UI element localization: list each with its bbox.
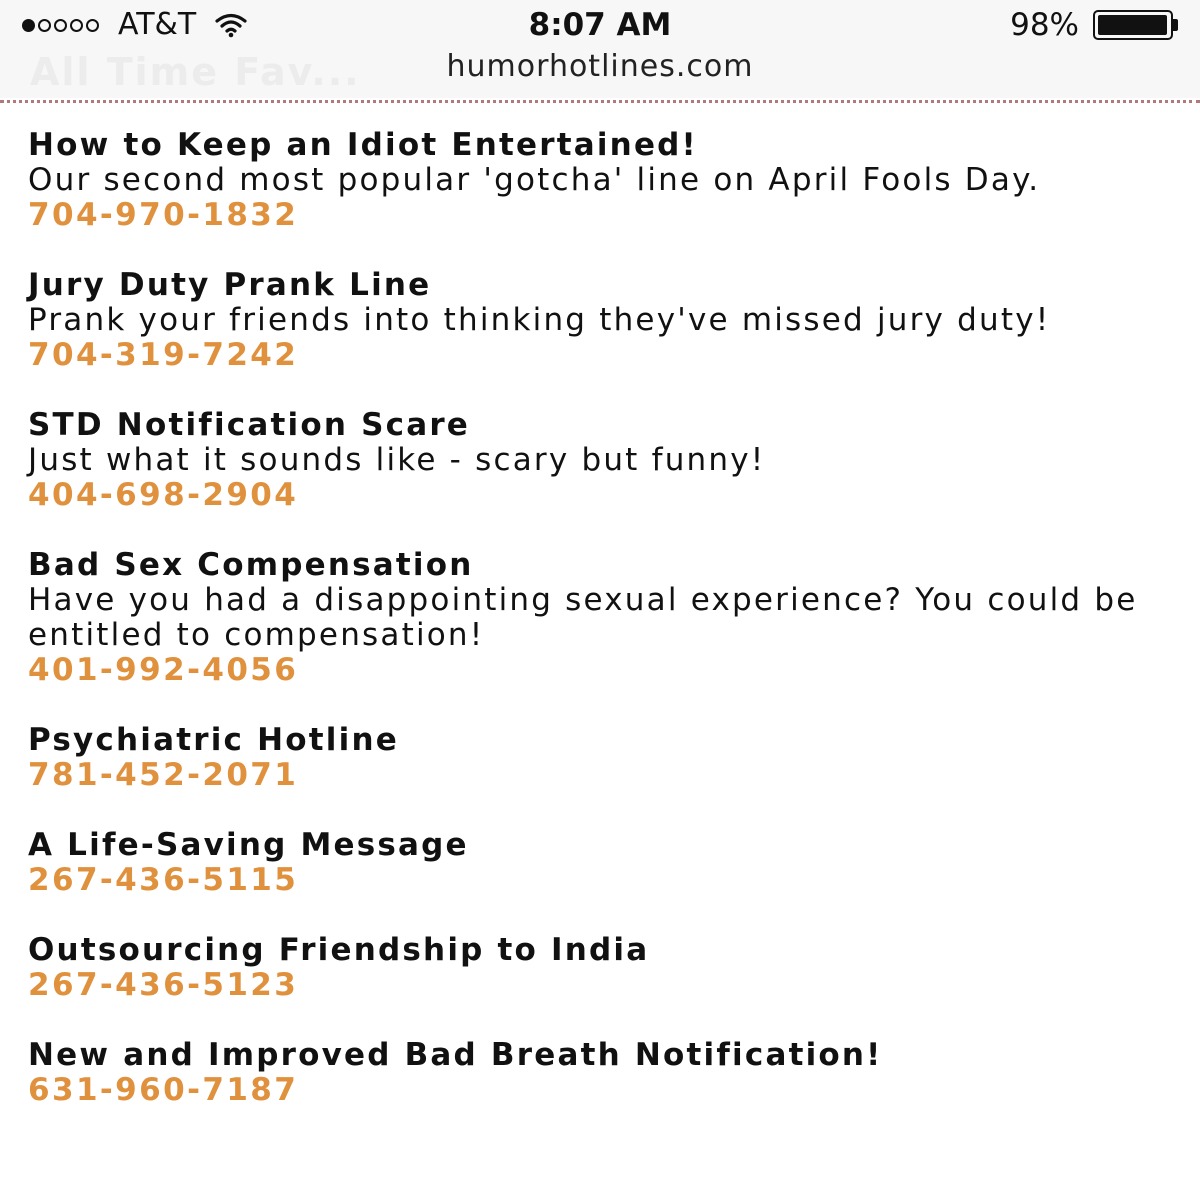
hotline-phone-link[interactable]: 267-436-5123 <box>28 967 299 1003</box>
battery-body <box>1093 10 1173 40</box>
hotline-description: Have you had a disappointing sexual experience? You could be entitled to compensation! <box>28 582 1138 653</box>
hotline-title: Outsourcing Friendship to India <box>28 932 650 968</box>
hotline-entry <box>28 828 1178 898</box>
hotline-title: How to Keep an Idiot Entertained! <box>28 127 698 163</box>
dotted-divider <box>0 100 1200 103</box>
hotline-phone-link[interactable]: 631-960-7187 <box>28 1072 299 1108</box>
hotline-entry <box>28 128 1178 233</box>
hotline-title: A Life-Saving Message <box>28 827 469 863</box>
hotline-description: Our second most popular 'gotcha' line on April Fools Day. <box>28 162 1041 198</box>
status-time: 8:07 AM <box>528 7 672 43</box>
hotline-entry <box>28 408 1178 513</box>
faded-page-heading: All Time Fav... <box>30 50 361 94</box>
hotline-description: Just what it sounds like - scary but funny! <box>28 442 766 478</box>
hotline-entry <box>28 268 1178 373</box>
hotline-title: STD Notification Scare <box>28 407 471 443</box>
battery-percent: 98% <box>1010 7 1079 43</box>
hotline-phone-link[interactable]: 404-698-2904 <box>28 477 299 513</box>
hotline-phone-link[interactable]: 704-319-7242 <box>28 337 299 373</box>
hotline-title: Jury Duty Prank Line <box>28 267 432 303</box>
status-bar <box>0 0 1200 50</box>
hotline-title: New and Improved Bad Breath Notification! <box>28 1037 883 1073</box>
hotline-phone-link[interactable]: 401-992-4056 <box>28 652 299 688</box>
hotline-phone-link[interactable]: 267-436-5115 <box>28 862 299 898</box>
hotline-phone-link[interactable]: 781-452-2071 <box>28 757 299 793</box>
status-right <box>1010 6 1178 44</box>
browser-address-bar[interactable] <box>0 50 1200 98</box>
battery-fill <box>1098 15 1167 35</box>
carrier-name: AT&T <box>118 7 197 42</box>
hotline-phone-link[interactable]: 704-970-1832 <box>28 197 299 233</box>
hotline-list <box>28 128 1178 1143</box>
battery-tip <box>1173 19 1178 31</box>
hotline-entry <box>28 933 1178 1003</box>
hotline-title: Psychiatric Hotline <box>28 722 399 758</box>
hotline-description: Prank your friends into thinking they've missed jury duty! <box>28 302 1051 338</box>
battery-icon <box>1093 10 1178 40</box>
hotline-title: Bad Sex Compensation <box>28 547 474 583</box>
hotline-entry <box>28 1038 1178 1108</box>
hotline-entry <box>28 548 1178 688</box>
url-text[interactable]: humorhotlines.com <box>446 50 754 84</box>
hotline-entry <box>28 723 1178 793</box>
